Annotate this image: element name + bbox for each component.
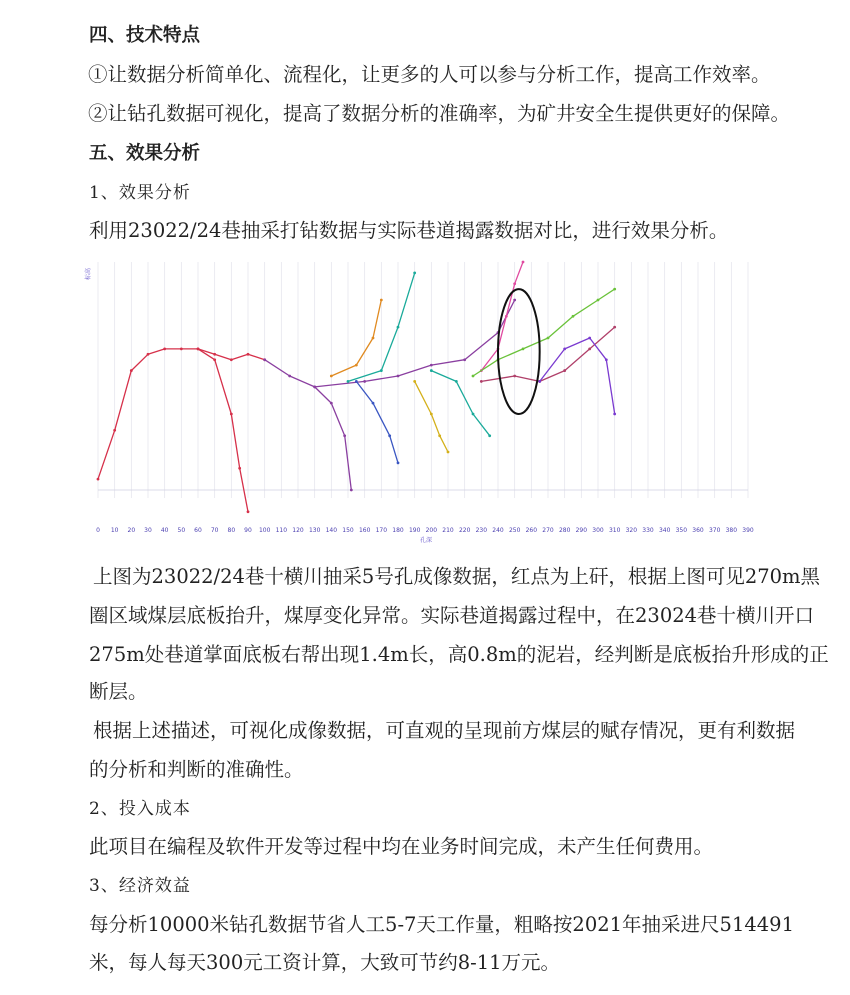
point-mauve-3 <box>563 369 566 372</box>
point-base-3 <box>147 353 150 356</box>
point-base-4 <box>163 347 166 350</box>
point-blue-drop-3 <box>397 461 400 464</box>
point-mauve-5 <box>613 326 616 329</box>
point-blue-drop-1 <box>372 402 375 405</box>
x-tick-label-1: 10 <box>110 527 119 534</box>
chart-svg <box>86 254 756 544</box>
intro-paragraph: 利用23022/24巷抽采打钻数据与实际巷道揭露数据对比，进行效果分析。 <box>89 219 729 242</box>
x-tick-label-10: 100 <box>258 527 271 534</box>
point-green-dash-5 <box>597 299 600 302</box>
point-pink-250-3 <box>513 282 516 285</box>
point-green-dash-6 <box>613 288 616 291</box>
x-tick-label-19: 190 <box>408 527 421 534</box>
subheading-3: 3、经济效益 <box>89 876 191 896</box>
point-teal-230-2 <box>472 413 475 416</box>
point-yellow-210-0 <box>413 380 416 383</box>
chart-grid <box>98 262 748 498</box>
x-tick-label-8: 80 <box>227 527 236 534</box>
section4-point1: ①让数据分析简单化、流程化，让更多的人可以参与分析工作，提高工作效率。 <box>88 63 771 86</box>
x-tick-label-9: 90 <box>244 527 252 534</box>
chart-series-layer <box>97 261 616 514</box>
point-violet-tail-4 <box>613 413 616 416</box>
point-red-150-0 <box>263 358 266 361</box>
point-drop-90-2 <box>230 413 233 416</box>
x-tick-label-36: 360 <box>692 527 704 534</box>
point-teal-190-0 <box>347 380 350 383</box>
point-drop-90-1 <box>213 358 216 361</box>
point-drop-90-3 <box>238 467 241 470</box>
point-red-150-4 <box>343 434 346 437</box>
x-tick-label-18: 180 <box>392 527 404 534</box>
subheading-1: 1、效果分析 <box>89 183 191 203</box>
point-purple-up-1 <box>363 380 366 383</box>
para2-line1: 根据上述描述，可视化成像数据，可直观的呈现前方煤层的赋存情况，更有利数据 <box>93 719 796 742</box>
point-mauve-4 <box>588 347 591 350</box>
series-violet-tail <box>538 337 616 416</box>
point-orange-165-2 <box>372 337 375 340</box>
point-purple-up-2 <box>397 375 400 378</box>
section4-heading: 四、技术特点 <box>89 25 201 46</box>
para1-line2: 圈区域煤层底板抬升，煤厚变化异常。实际巷道揭露过程中，在23024巷十横川开口 <box>89 604 815 627</box>
point-mauve-1 <box>513 375 516 378</box>
x-tick-label-15: 150 <box>342 527 354 534</box>
point-teal-230-1 <box>455 380 458 383</box>
point-pink-250-2 <box>505 315 508 318</box>
point-base-9 <box>247 353 250 356</box>
x-tick-label-35: 350 <box>675 527 688 534</box>
series-blue-drop <box>355 380 399 464</box>
series-orange-165 <box>330 299 383 378</box>
point-violet-tail-2 <box>588 337 591 340</box>
x-tick-label-4: 40 <box>160 527 169 534</box>
point-purple-up-4 <box>463 358 466 361</box>
annotation-ellipse <box>498 289 540 414</box>
point-teal-190-3 <box>413 271 416 274</box>
x-tick-label-26: 260 <box>525 527 538 534</box>
point-base-8 <box>230 358 233 361</box>
point-orange-165-0 <box>330 375 333 378</box>
point-green-dash-4 <box>572 315 575 318</box>
point-yellow-210-2 <box>438 434 441 437</box>
point-yellow-210-1 <box>430 413 433 416</box>
x-tick-label-5: 50 <box>177 527 186 534</box>
x-tick-label-37: 370 <box>708 527 721 534</box>
series-drop-90 <box>197 347 250 513</box>
x-tick-layer <box>96 527 754 534</box>
point-drop-90-4 <box>247 510 250 513</box>
point-base-7 <box>213 353 216 356</box>
point-pink-250-4 <box>522 261 525 264</box>
point-base-1 <box>113 429 116 432</box>
drilling-chart <box>86 254 756 544</box>
x-tick-label-32: 320 <box>625 527 638 534</box>
x-tick-label-34: 340 <box>658 527 671 534</box>
point-violet-tail-1 <box>563 347 566 350</box>
series-line-blue-drop <box>356 381 398 463</box>
point-green-dash-3 <box>547 337 550 340</box>
point-violet-tail-3 <box>605 358 608 361</box>
x-tick-label-25: 250 <box>508 527 521 534</box>
point-orange-165-1 <box>355 364 358 367</box>
sub2-paragraph: 此项目在编程及软件开发等过程中均在业务时间完成，未产生任何费用。 <box>89 835 714 858</box>
point-red-150-1 <box>288 375 291 378</box>
point-green-dash-2 <box>522 347 525 350</box>
section4-point2: ②让钻孔数据可视化，提高了数据分析的准确率，为矿井安全生提供更好的保障。 <box>88 102 791 125</box>
x-tick-label-14: 140 <box>325 527 338 534</box>
sub3-line1: 每分析10000米钻孔数据节省人工5-7天工作量，粗略按2021年抽采进尺514491 <box>89 913 794 936</box>
point-teal-230-0 <box>430 369 433 372</box>
subheading-2: 2、投入成本 <box>89 799 191 819</box>
x-tick-label-20: 200 <box>425 527 438 534</box>
point-base-2 <box>130 369 133 372</box>
x-tick-label-38: 380 <box>725 527 738 534</box>
x-tick-label-24: 240 <box>492 527 504 534</box>
point-teal-190-1 <box>380 369 383 372</box>
point-purple-up-6 <box>513 299 516 302</box>
series-line-red-150 <box>265 360 352 490</box>
x-tick-label-27: 270 <box>542 527 554 534</box>
para1-line1: 上图为23022/24巷十横川抽采5号孔成像数据，红点为上矸，根据上图可见270m黑 <box>93 565 821 588</box>
point-base-0 <box>97 478 100 481</box>
x-tick-label-33: 330 <box>642 527 654 534</box>
series-teal-230 <box>430 369 491 437</box>
x-tick-label-2: 20 <box>127 527 136 534</box>
x-tick-label-28: 280 <box>558 527 571 534</box>
x-tick-label-31: 310 <box>608 527 621 534</box>
para1-line3: 275m处巷道掌面底板右帮出现1.4m长，高0.8m的泥岩，经判断是底板抬升形成的正 <box>89 643 829 666</box>
point-teal-230-3 <box>488 434 491 437</box>
x-tick-label-13: 130 <box>308 527 321 534</box>
series-line-drop-90 <box>198 349 248 512</box>
para2-line2: 的分析和判断的准确性。 <box>89 758 304 781</box>
point-drop-90-0 <box>197 347 200 350</box>
point-blue-drop-0 <box>355 380 358 383</box>
series-line-green-dash <box>473 289 615 376</box>
point-purple-up-0 <box>313 385 316 388</box>
x-tick-label-6: 60 <box>194 527 202 534</box>
point-blue-drop-2 <box>388 434 391 437</box>
x-tick-label-30: 300 <box>592 527 604 534</box>
point-purple-up-3 <box>430 364 433 367</box>
section5-heading: 五、效果分析 <box>89 143 201 164</box>
y-axis-label: 标高 <box>85 267 92 281</box>
point-green-dash-0 <box>472 375 475 378</box>
series-red-150 <box>263 358 352 491</box>
point-yellow-210-3 <box>447 451 450 454</box>
x-tick-label-11: 110 <box>275 527 288 534</box>
point-base-5 <box>180 347 183 350</box>
x-tick-label-39: 390 <box>742 527 754 534</box>
x-tick-label-0: 0 <box>96 527 100 534</box>
x-tick-label-3: 30 <box>144 527 152 534</box>
series-green-dash <box>472 288 616 378</box>
para1-line4: 断层。 <box>89 680 148 703</box>
sub3-line2: 米，每人每天300元工资计算，大致可节约8-11万元。 <box>89 951 561 974</box>
x-tick-label-22: 220 <box>458 527 471 534</box>
point-teal-190-2 <box>397 326 400 329</box>
x-tick-label-21: 210 <box>442 527 454 534</box>
x-tick-label-29: 290 <box>575 527 588 534</box>
x-tick-label-16: 160 <box>358 527 371 534</box>
x-tick-label-23: 230 <box>475 527 488 534</box>
point-red-150-3 <box>330 402 333 405</box>
x-axis-label: 孔深 <box>419 537 433 544</box>
point-red-150-5 <box>350 489 353 492</box>
x-tick-label-12: 120 <box>292 527 304 534</box>
point-mauve-0 <box>480 380 483 383</box>
point-orange-165-3 <box>380 299 383 302</box>
x-tick-label-17: 170 <box>375 527 388 534</box>
x-tick-label-7: 70 <box>210 527 219 534</box>
point-violet-tail-0 <box>538 380 541 383</box>
